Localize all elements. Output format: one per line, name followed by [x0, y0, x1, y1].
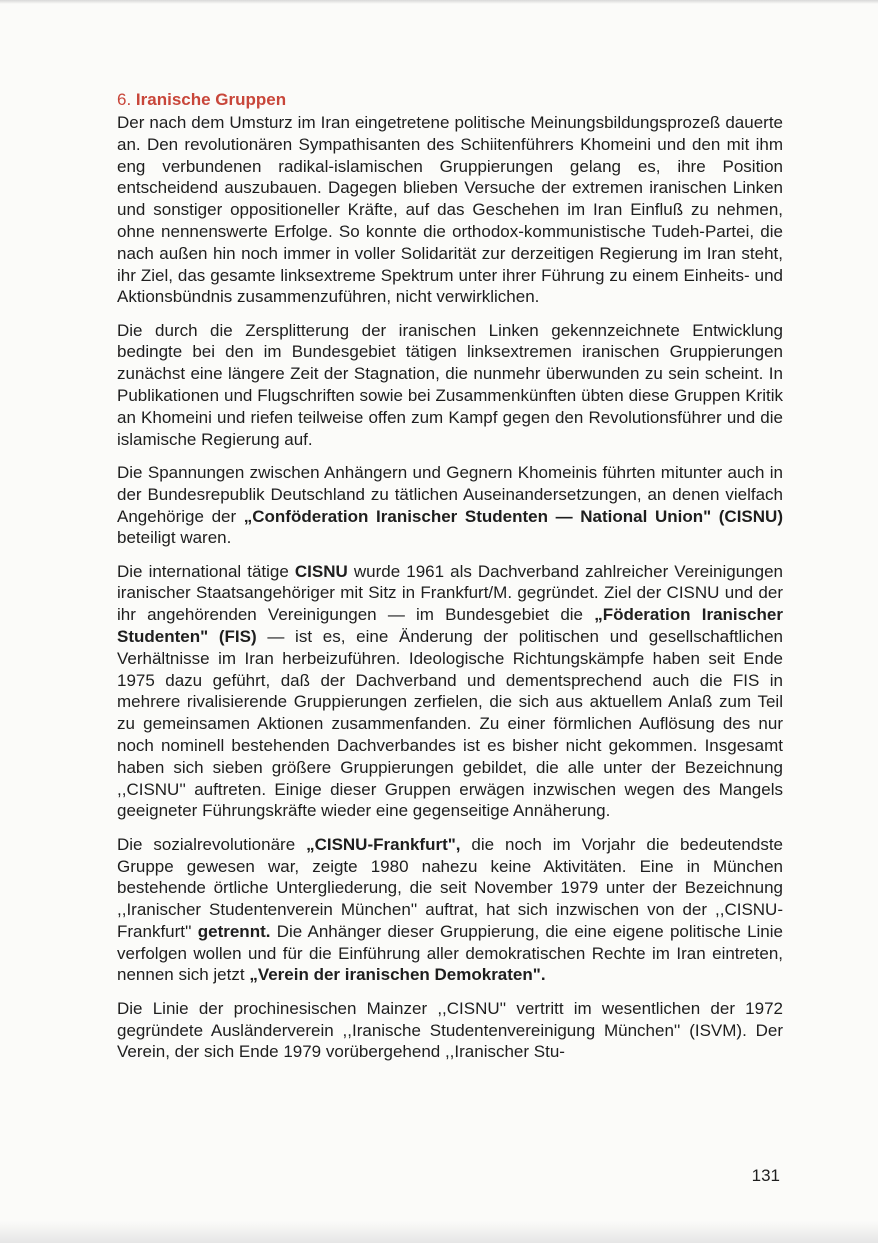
- text-run: beteiligt waren.: [117, 528, 232, 548]
- section-number: 6.: [117, 90, 132, 109]
- text-run: die noch im Vorjahr die bedeutendste Gruppe gewesen war, zeigte 1980 nahezu keine Aktivitäten. Eine in München bestehende örtliche Untergliederung, die seit November 1979 unter der Bezeichnung ,,Iranischer Studentenverein München'' auftrat, hat sich inzwischen von der ,,CISNU-Frankfurt'': [117, 834, 783, 941]
- scan-edge-top: [0, 0, 878, 4]
- scan-edge-bottom: [0, 1221, 878, 1243]
- text-run: Der nach dem Umsturz im Iran eingetretene politische Meinungsbildungsprozeß dauerte an. Den revolutionären Sympathisanten des Schiitenführers Khomeini und den mit ihm eng verbundenen radikal-islamischen Gruppierungen gelang es, ihre Position entscheidend auszubauen. Dagegen blieben Versuche der extremen iranischen Linken und sonstiger oppositioneller Kräfte, auf das Geschehen im Iran Einfluß zu nehmen, ohne nennenswerte Erfolge. So konnte die orthodox-kommunistische Tudeh-Partei, die nach außen hin noch immer in voller Solidarität zur derzeitigen Regierung im Iran steht, ihr Ziel, das gesamte linksextreme Spektrum unter ihrer Führung zu einem Einheits- und Aktionsbündnis zusammenzuführen, nicht verwirklichen.: [117, 113, 783, 307]
- text-run: wurde 1961 als Dachverband zahlreicher Vereinigungen iranischer Staatsangehöriger mit Sitz in Frankfurt/M. gegründet. Ziel der CISNU und der ihr angehörenden Vereinigungen — im Bundesgebiet die: [117, 561, 783, 625]
- paragraph: [117, 112, 783, 308]
- bold-term: „Conföderation Iranischer Studenten — National Union" (CISNU): [243, 506, 783, 526]
- bold-term: „Verein der iranischen Demokraten".: [249, 965, 546, 985]
- paragraph: [117, 834, 783, 987]
- text-run: Die sozialrevolutionäre: [117, 834, 307, 854]
- bold-term: getrennt.: [197, 921, 271, 941]
- paragraph: [117, 462, 783, 549]
- page-content: [117, 88, 783, 1075]
- text-run: Die Linie der prochinesischen Mainzer ,,CISNU'' vertritt im wesentlichen der 1972 gegründete Ausländerverein ,,Iranische Studentenvereinigung München'' (ISVM). Der Verein, der sich Ende 1979 vorübergehend ,,Iranischer Stu-: [117, 998, 783, 1062]
- section-title: Iranische Gruppen: [135, 90, 287, 109]
- bold-term: „Föderation Iranischer Studenten" (FIS): [117, 605, 783, 647]
- paragraph: [117, 998, 783, 1063]
- bold-term: „CISNU-Frankfurt",: [306, 834, 461, 854]
- text-run: Die durch die Zersplitterung der iranischen Linken gekennzeichnete Entwicklung bedingte bei den im Bundesgebiet tätigen linksextremen iranischen Gruppierungen zunächst eine längere Zeit der Stagnation, die nunmehr überwunden zu sein scheint. In Publikationen und Flugschriften sowie bei Zusammenkünften übten diese Gruppen Kritik an Khomeini und riefen teilweise offen zum Kampf gegen den Revolutionsführer und die islamische Regierung auf.: [117, 320, 783, 449]
- text-run: Die international tätige: [117, 561, 295, 581]
- body-text: [117, 112, 783, 1063]
- section-heading: [117, 88, 783, 112]
- page-number: 131: [751, 1166, 780, 1185]
- text-run: Die Spannungen zwischen Anhängern und Gegnern Khomeinis führten mitunter auch in der Bundesrepublik Deutschland zu tätlichen Auseinandersetzungen, an denen vielfach Angehörige der: [117, 462, 783, 526]
- text-run: Die Anhänger dieser Gruppierung, die eine eigene politische Linie verfolgen wollen und für die Einführung aller demokratischen Rechte im Iran eintreten, nennen sich jetzt: [117, 921, 783, 985]
- paragraph: [117, 320, 783, 451]
- bold-term: CISNU: [294, 561, 348, 581]
- text-run: — ist es, eine Änderung der politischen und gesellschaftlichen Verhältnisse im Iran herbeizuführen. Ideologische Richtungskämpfe haben seit Ende 1975 dazu geführt, daß der Dachverband und dementsprechend auch die FIS in mehrere rivalisierende Gruppierungen zerfielen, die sich aus aktuellem Anlaß zum Teil zu gemeinsamen Aktionen zusammenfanden. Zu einer förmlichen Auflösung des nur noch nominell bestehenden Dachverbandes ist es bisher nicht gekommen. Insgesamt haben sich sieben größere Gruppierungen gebildet, die alle unter der Bezeichnung ,,CISNU'' auftreten. Einige dieser Gruppen erwägen inzwischen wegen des Mangels geeigneter Führungskräfte wieder eine gegenseitige Annäherung.: [117, 627, 783, 821]
- paragraph: [117, 561, 783, 823]
